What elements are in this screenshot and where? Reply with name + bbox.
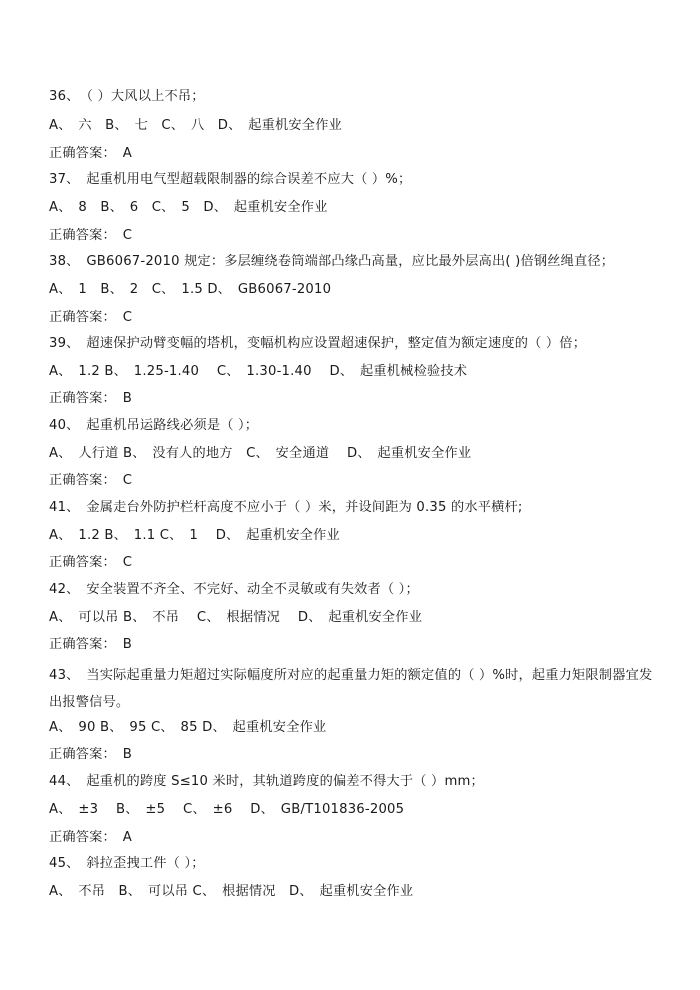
question-40-answer: 正确答案： C — [49, 473, 133, 488]
question-37-text: 37、 起重机用电气型超载限制器的综合误差不应大（ ）%； — [49, 172, 412, 187]
question-43-options: A、 90 B、 95 C、 85 D、 起重机安全作业 — [49, 720, 327, 735]
question-39-options: A、 1.2 B、 1.25-1.40 C、 1.30-1.40 D、 起重机械检验技术 — [49, 364, 468, 379]
question-39-text: 39、 超速保护动臂变幅的塔机，变幅机构应设置超速保护，整定值为额定速度的（ ）倍； — [49, 336, 587, 351]
question-41-answer: 正确答案： C — [49, 555, 133, 570]
question-42-answer: 正确答案： B — [49, 637, 132, 652]
question-45-options: A、 不吊 B、 可以吊 C、 根据情况 D、 起重机安全作业 — [49, 884, 414, 899]
question-44-answer: 正确答案： A — [49, 830, 132, 845]
question-45-text: 45、 斜拉歪拽工件（ ）； — [49, 856, 205, 871]
question-41-text: 41、 金属走台外防护栏杆高度不应小于（ ）米，并设间距为 0.35 的水平横杆; — [49, 500, 523, 515]
question-38-text: 38、 GB6067-2010 规定：多层缠绕卷筒端部凸缘凸高量，应比最外层高出( )倍钢丝绳直径； — [49, 254, 615, 269]
question-39-answer: 正确答案： B — [49, 391, 132, 406]
question-38-options: A、 1 B、 2 C、 1.5 D、 GB6067-2010 — [49, 282, 332, 297]
question-43-text: 43、 当实际起重量力矩超过实际幅度所对应的起重量力矩的额定值的（ ）%时，起重力矩限制器宜发出报警信号。 — [49, 668, 653, 710]
question-40-text: 40、 起重机吊运路线必须是（ ）； — [49, 418, 259, 433]
question-42-options: A、 可以吊 B、 不吊 C、 根据情况 D、 起重机安全作业 — [49, 610, 423, 625]
question-42-text: 42、 安全装置不齐全、不完好、动全不灵敏或有失效者（ ）； — [49, 582, 419, 597]
question-36-text: 36、 （ ）大风以上不吊； — [49, 89, 205, 104]
question-36-options: A、 六 B、 七 C、 八 D、 起重机安全作业 — [49, 118, 342, 133]
question-37-options: A、 8 B、 6 C、 5 D、 起重机安全作业 — [49, 200, 328, 215]
question-43-answer: 正确答案： B — [49, 747, 132, 762]
question-37-answer: 正确答案： C — [49, 228, 133, 243]
question-40-options: A、 人行道 B、 没有人的地方 C、 安全通道 D、 起重机安全作业 — [49, 446, 472, 461]
question-44-text: 44、 起重机的跨度 S≤10 米时，其轨道跨度的偏差不得大于（ ）mm； — [49, 774, 484, 789]
question-44-options: A、 ±3 B、 ±5 C、 ±6 D、 GB/T101836-2005 — [49, 802, 405, 817]
question-41-options: A、 1.2 B、 1.1 C、 1 D、 起重机安全作业 — [49, 528, 340, 543]
question-36-answer: 正确答案： A — [49, 146, 132, 161]
question-38-answer: 正确答案： C — [49, 310, 133, 325]
